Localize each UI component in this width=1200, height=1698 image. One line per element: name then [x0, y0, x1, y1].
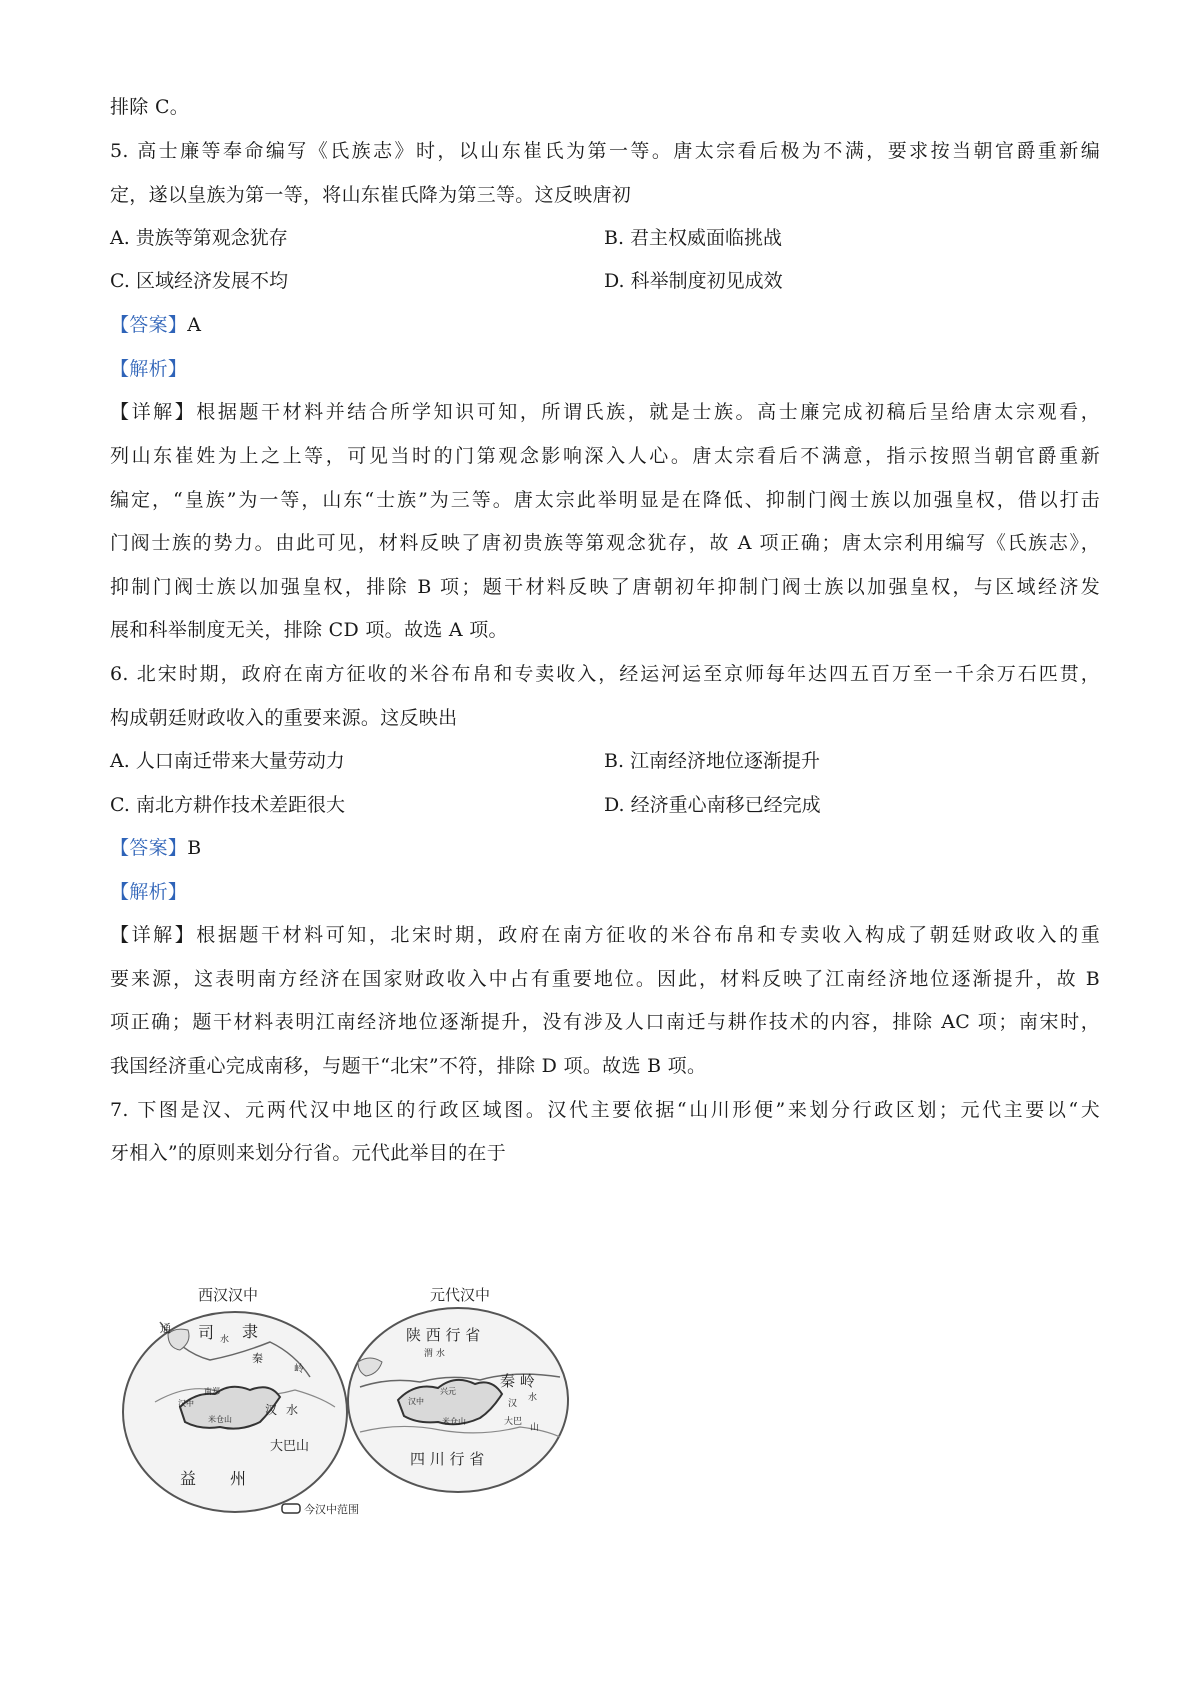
answer-tag: 【答案】 — [110, 837, 188, 859]
q6-detail-line: 我国经济重心完成南移，与题干“北宋”不符，排除 D 项。故选 B 项。 — [110, 1055, 707, 1077]
q6-option-d: D. 经济重心南移已经完成 — [604, 794, 821, 816]
q6-option-b: B. 江南经济地位逐渐提升 — [604, 750, 821, 772]
label-han-right: 汉 — [508, 1399, 518, 1409]
legend-label: 今汉中范围 — [304, 1503, 359, 1516]
q6-analysis-tag: 【解析】 — [110, 881, 188, 903]
label-migangshan: 米仓山 — [208, 1415, 232, 1424]
answer-value: B — [187, 837, 202, 859]
label-sichuan: 四 川 行 省 — [410, 1450, 485, 1468]
label-shan: 山 — [530, 1423, 540, 1433]
answer-tag: 【答案】 — [110, 314, 188, 336]
label-migangshan-right: 米仓山 — [442, 1417, 466, 1426]
answer-value: A — [187, 314, 202, 336]
q6-option-a: A. 人口南迁带来大量劳动力 — [110, 750, 345, 772]
left-map — [123, 1312, 347, 1512]
q5-option-c: C. 区域经济发展不均 — [110, 270, 288, 292]
q5-detail-line: 【详解】根据题干材料并结合所学知识可知，所谓氏族，就是士族。高士廉完成初稿后呈给唐太宗观看， — [110, 401, 1100, 423]
q5-option-a: A. 贵族等第观念犹存 — [110, 227, 288, 249]
map-legend — [282, 1502, 359, 1516]
label-yi: 益 — [180, 1469, 197, 1488]
q6-answer — [110, 836, 1100, 860]
q6-detail-line: 项正确；题干材料表明江南经济地位逐渐提升，没有涉及人口南迁与耕作技术的内容，排除 AC 项；南宋时， — [110, 1011, 1100, 1033]
q5-option-d: D. 科举制度初见成效 — [604, 270, 783, 292]
label-qin: 秦 — [252, 1352, 263, 1365]
question-6-stem: 6. 北宋时期，政府在南方征收的米谷布帛和专卖收入，经运河运至京师每年达四五百万至一千余万石匹贯， — [110, 663, 1100, 685]
label-qinling: 秦 岭 — [500, 1372, 535, 1390]
q5-detail-line: 编定，“皇族”为一等，山东“士族”为三等。唐太宗此举明显是在降低、抑制门阀士族以加强皇权，借以打击 — [110, 489, 1100, 511]
q5-detail-line: 列山东崔姓为上之上等，可见当时的门第观念影响深入人心。唐太宗看后不满意，指示按照当朝官爵重新 — [110, 445, 1100, 467]
label-weishui: 渭 水 — [424, 1349, 445, 1359]
right-map — [348, 1308, 568, 1492]
label-shaanxi: 陕 西 行 省 — [406, 1326, 481, 1344]
question-6-stem-cont: 构成朝廷财政收入的重要来源。这反映出 — [110, 707, 458, 729]
label-daba: 大巴 — [504, 1417, 523, 1427]
q5-detail-line: 抑制门阀士族以加强皇权，排除 B 项；题干材料反映了唐朝初年抑制门阀士族以加强皇权，与区域经济发 — [110, 576, 1100, 598]
q6-detail-line: 要来源，这表明南方经济在国家财政收入中占有重要地位。因此，材料反映了江南经济地位逐渐提升，故 B — [110, 968, 1100, 990]
label-li: 隶 — [242, 1322, 259, 1341]
label-xingyuan: 兴元 — [440, 1387, 456, 1396]
text-line: 排除 C。 — [110, 96, 190, 118]
q5-option-b: B. 君主权威面临挑战 — [604, 227, 783, 249]
q6-option-c: C. 南北方耕作技术差距很大 — [110, 794, 345, 816]
label-shui: 水 — [220, 1335, 230, 1345]
question-7-stem: 7. 下图是汉、元两代汉中地区的行政区域图。汉代主要依据“山川形便”来划分行政区划；元代主要以“犬 — [110, 1099, 1100, 1121]
label-hanzhong: 汉中 — [178, 1399, 194, 1408]
question-5-stem-cont: 定，遂以皇族为第一等，将山东崔氏降为第三等。这反映唐初 — [110, 184, 632, 206]
q5-analysis-tag: 【解析】 — [110, 358, 188, 380]
label-dabashan: 大巴山 — [270, 1439, 310, 1454]
question-7-stem-cont: 牙相入”的原则来划分行省。元代此举目的在于 — [110, 1142, 507, 1164]
q5-answer — [110, 313, 1100, 337]
label-tong: 通 — [160, 1322, 171, 1335]
q5-detail-line: 展和科举制度无关，排除 CD 项。故选 A 项。 — [110, 619, 508, 641]
hanzhong-maps-figure — [120, 1282, 640, 1522]
label-han: 汉 — [265, 1403, 278, 1417]
label-ling: 岭 — [294, 1364, 304, 1375]
right-map-title: 元代汉中 — [430, 1286, 491, 1304]
label-han-shui: 水 — [286, 1403, 299, 1417]
left-map-title: 西汉汉中 — [198, 1286, 259, 1304]
label-zhou: 州 — [230, 1469, 247, 1488]
label-si: 司 — [198, 1323, 215, 1342]
q6-detail-line: 【详解】根据题干材料可知，北宋时期，政府在南方征收的米谷布帛和专卖收入构成了朝廷财政收入的重 — [110, 924, 1100, 946]
question-5-stem: 5. 高士廉等奉命编写《氏族志》时，以山东崔氏为第一等。唐太宗看后极为不满，要求按当朝官爵重新编 — [110, 140, 1100, 162]
q5-detail-line: 门阀士族的势力。由此可见，材料反映了唐初贵族等第观念犹存，故 A 项正确；唐太宗利用编写《氏族志》， — [110, 532, 1100, 554]
label-nanzheng: 南郑 — [204, 1387, 220, 1396]
label-shui-right: 水 — [528, 1393, 538, 1403]
legend-swatch — [282, 1504, 300, 1513]
label-hanzhong-right: 汉中 — [408, 1397, 424, 1406]
